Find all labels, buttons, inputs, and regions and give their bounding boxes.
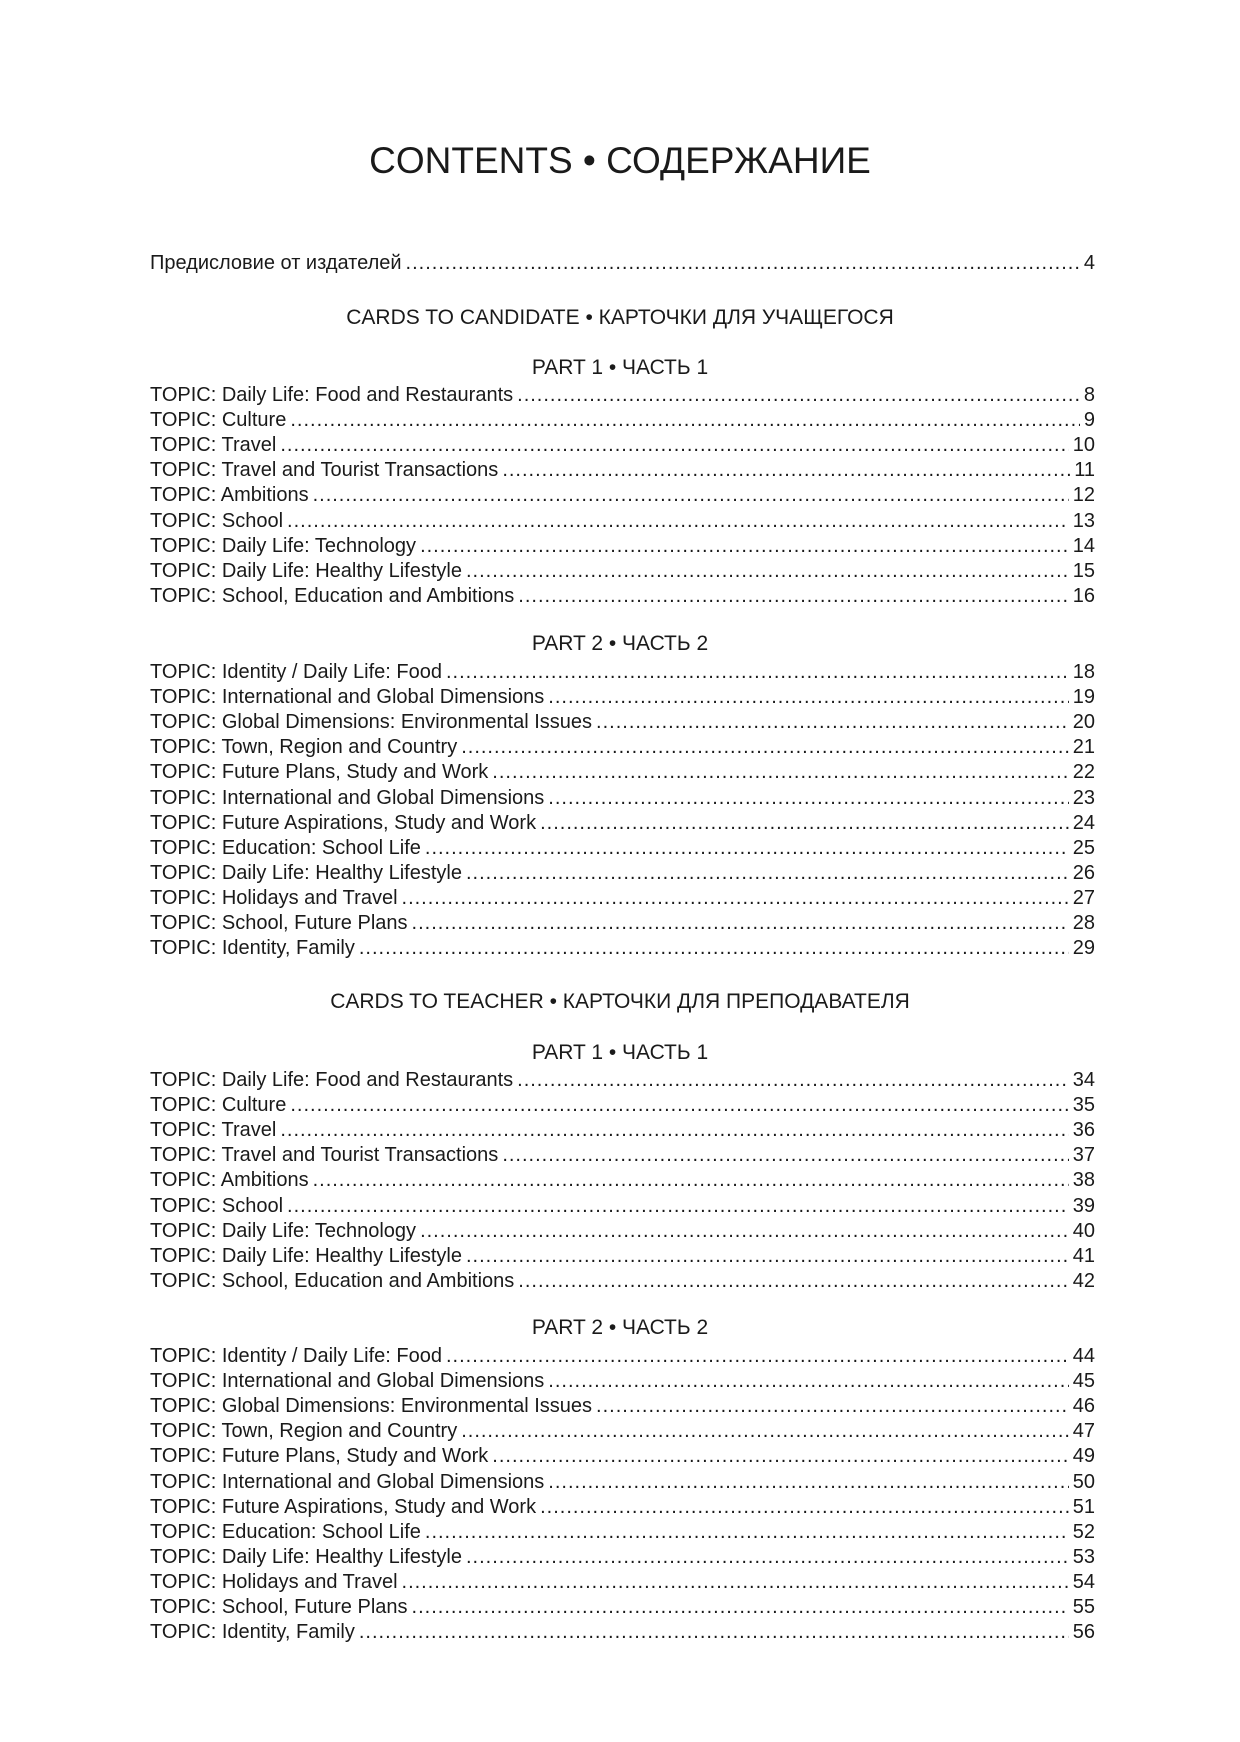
entry-page-number: 40 [1072,1219,1095,1242]
entry-label: TOPIC: Daily Life: Healthy Lifestyle [150,1244,462,1267]
entry-label: TOPIC: Travel and Tourist Transactions [150,459,499,482]
toc-entry[interactable] [150,785,1095,811]
toc-entry[interactable] [150,1117,1095,1143]
toc-entry[interactable] [150,1544,1095,1570]
dot-leader [540,1494,1069,1520]
entry-page-number: 24 [1072,811,1095,834]
entry-page-number: 13 [1072,509,1095,532]
dot-leader [420,533,1069,559]
entry-label: TOPIC: Daily Life: Healthy Lifestyle [150,861,462,884]
entry-page-number: 10 [1072,434,1095,457]
page-title: CONTENTS • СОДЕРЖАНИЕ [369,140,871,181]
dot-leader [461,1418,1069,1444]
dot-leader [596,1393,1069,1419]
dot-leader [502,457,1070,483]
dot-leader [287,1193,1069,1219]
entry-label: TOPIC: Town, Region and Country [150,1420,458,1443]
entry-label: TOPIC: Education: School Life [150,1520,421,1543]
toc-entry[interactable] [150,1092,1095,1118]
entry-page-number: 34 [1072,1069,1095,1091]
dot-leader [425,835,1069,861]
entry-page-number: 21 [1072,736,1095,759]
entry-page-number: 16 [1072,584,1095,607]
toc-entry[interactable] [150,1142,1095,1168]
entry-page-number: 25 [1072,836,1095,859]
entry-label: TOPIC: Ambitions [150,1169,309,1192]
entry-page-number: 29 [1072,937,1095,960]
toc-entry[interactable] [150,1393,1095,1419]
entry-label: TOPIC: Daily Life: Food and Restaurants [150,1069,514,1091]
toc-entry[interactable] [150,885,1095,911]
dot-leader [290,407,1080,433]
entry-label: TOPIC: Daily Life: Technology [150,1219,417,1242]
entry-label: TOPIC: Future Plans, Study and Work [150,761,489,784]
entry-page-number: 26 [1072,861,1095,884]
toc-entry[interactable] [150,659,1095,685]
dot-leader [359,935,1069,961]
toc-entry[interactable] [150,432,1095,458]
toc-entry[interactable] [150,1243,1095,1269]
dot-leader [548,1469,1068,1495]
toc-entry[interactable] [150,1268,1095,1294]
entry-page-number: 18 [1072,661,1095,683]
dot-leader [420,1218,1069,1244]
entry-label: TOPIC: Education: School Life [150,836,421,859]
entry-page-number: 53 [1072,1545,1095,1568]
dot-leader [517,382,1080,408]
entry-page-number: 54 [1072,1570,1095,1593]
entry-page-number: 41 [1072,1244,1095,1267]
entry-page-number: 22 [1072,761,1095,784]
section-heading: CARDS TO TEACHER • КАРТОЧКИ ДЛЯ ПРЕПОДАВАТЕЛЯ [330,990,910,1013]
toc-entry[interactable] [150,709,1095,735]
entry-label: TOPIC: School, Future Plans [150,912,408,934]
entry-label: TOPIC: Ambitions [150,484,309,507]
entry-page-number: 28 [1072,912,1095,934]
entry-page-number: 27 [1072,886,1095,909]
part-heading: PART 2 • ЧАСТЬ 2 [531,1316,709,1339]
entry-label: TOPIC: School, Education and Ambitions [150,1269,515,1292]
toc-entry[interactable] [150,1569,1095,1595]
toc-entry[interactable] [150,407,1095,433]
dot-leader [518,1268,1068,1294]
entry-label: TOPIC: School [150,1194,284,1217]
section-heading: CARDS TO CANDIDATE • КАРТОЧКИ ДЛЯ УЧАЩЕГОСЯ [346,306,894,329]
dot-leader [466,558,1069,584]
dot-leader [466,1243,1069,1269]
part-heading: PART 1 • ЧАСТЬ 1 [531,1041,709,1064]
dot-leader [540,810,1069,836]
entry-page-number: 35 [1072,1094,1095,1117]
dot-leader [359,1619,1069,1645]
toc-entry[interactable] [150,1343,1095,1369]
toc-entry[interactable] [150,1218,1095,1244]
toc-entry[interactable] [150,457,1095,483]
dot-leader [412,1594,1069,1620]
entry-label: TOPIC: International and Global Dimensions [150,686,545,709]
entry-page-number: 20 [1072,711,1095,734]
dot-leader [461,734,1069,760]
entry-page-number: 8 [1083,384,1095,406]
entry-page-number: 49 [1072,1445,1095,1468]
dot-leader [446,1343,1069,1369]
entry-page-number: 55 [1072,1596,1095,1618]
entry-page-number: 11 [1074,459,1095,482]
dot-leader [412,910,1069,936]
entry-page-number: 15 [1072,559,1095,582]
entry-label: TOPIC: Global Dimensions: Environmental Issues [150,711,593,734]
entry-page-number: 19 [1072,686,1095,709]
dot-leader [425,1519,1069,1545]
toc-entry[interactable] [150,734,1095,760]
entry-page-number: 45 [1072,1370,1095,1393]
entry-label: TOPIC: Identity, Family [150,937,355,960]
dot-leader [492,759,1068,785]
entry-label: TOPIC: Culture [150,1094,287,1117]
toc-entry[interactable] [150,533,1095,559]
entry-page-number: 44 [1072,1345,1095,1367]
entry-label: TOPIC: Identity / Daily Life: Food [150,1345,442,1367]
toc-entry[interactable] [150,810,1095,836]
entry-page-number: 14 [1072,534,1095,557]
part-heading: PART 1 • ЧАСТЬ 1 [531,356,709,379]
entry-label: TOPIC: Future Plans, Study and Work [150,1445,489,1468]
entry-page-number: 51 [1072,1495,1095,1518]
dot-leader [406,250,1080,276]
entry-page-number: 37 [1072,1144,1095,1167]
entry-page-number: 12 [1072,484,1095,507]
entry-label: TOPIC: Holidays and Travel [150,886,398,909]
dot-leader [402,885,1069,911]
toc-entry[interactable] [150,910,1095,936]
toc-entry[interactable] [150,1193,1095,1219]
dot-leader [402,1569,1069,1595]
dot-leader [596,709,1069,735]
entry-page-number: 56 [1072,1621,1095,1644]
entry-label: TOPIC: School [150,509,284,532]
dot-leader [280,432,1068,458]
dot-leader [313,1167,1069,1193]
toc-entry[interactable] [150,1418,1095,1444]
entry-label: TOPIC: Future Aspirations, Study and Work [150,1495,537,1518]
dot-leader [446,659,1069,685]
toc-entry[interactable] [150,1167,1095,1193]
toc-entry[interactable] [150,508,1095,534]
entry-label: TOPIC: School, Future Plans [150,1596,408,1618]
entry-label: TOPIC: School, Education and Ambitions [150,584,515,607]
entry-page-number: 42 [1072,1269,1095,1292]
entry-label: TOPIC: Global Dimensions: Environmental Issues [150,1395,593,1418]
entry-label: TOPIC: Holidays and Travel [150,1570,398,1593]
toc-entry[interactable] [150,1494,1095,1520]
dot-leader [313,482,1069,508]
toc-entry[interactable] [150,759,1095,785]
entry-label: TOPIC: International and Global Dimensions [150,1370,545,1393]
entry-label: TOPIC: International and Global Dimensions [150,1470,545,1493]
entry-label: TOPIC: Identity / Daily Life: Food [150,661,442,683]
toc-entry[interactable] [150,1469,1095,1495]
toc-entry[interactable] [150,684,1095,710]
entry-page-number: 4 [1083,252,1095,274]
dot-leader [466,860,1069,886]
entry-label: TOPIC: Identity, Family [150,1621,355,1644]
dot-leader [466,1544,1069,1570]
toc-entry[interactable] [150,1443,1095,1469]
toc-entry[interactable] [150,835,1095,861]
dot-leader [548,684,1068,710]
entry-label: TOPIC: Travel and Tourist Transactions [150,1144,499,1167]
toc-entry[interactable] [150,1368,1095,1394]
entry-label: TOPIC: Future Aspirations, Study and Work [150,811,537,834]
entry-page-number: 23 [1072,786,1095,809]
part-heading: PART 2 • ЧАСТЬ 2 [531,632,709,655]
entry-label: TOPIC: Travel [150,1119,277,1142]
dot-leader [517,1067,1069,1093]
toc-entry-preface[interactable] [150,250,1095,276]
dot-leader [280,1117,1068,1143]
toc-entry[interactable] [150,583,1095,609]
toc-entry[interactable] [150,1067,1095,1093]
toc-entry[interactable] [150,860,1095,886]
toc-entry[interactable] [150,558,1095,584]
entry-page-number: 52 [1072,1520,1095,1543]
toc-entry[interactable] [150,935,1095,961]
entry-label: TOPIC: Daily Life: Healthy Lifestyle [150,1545,462,1568]
entry-label: TOPIC: International and Global Dimensions [150,786,545,809]
toc-entry[interactable] [150,1619,1095,1645]
dot-leader [492,1443,1068,1469]
toc-entry[interactable] [150,1519,1095,1545]
toc-entry[interactable] [150,482,1095,508]
entry-page-number: 47 [1072,1420,1095,1443]
entry-label: Предисловие от издателей [150,252,402,274]
entry-label: TOPIC: Daily Life: Food and Restaurants [150,384,514,406]
entry-page-number: 9 [1083,409,1095,432]
entry-page-number: 36 [1072,1119,1095,1142]
entry-page-number: 46 [1072,1395,1095,1418]
dot-leader [548,1368,1068,1394]
dot-leader [502,1142,1068,1168]
entry-label: TOPIC: Town, Region and Country [150,736,458,759]
dot-leader [548,785,1068,811]
dot-leader [518,583,1068,609]
dot-leader [290,1092,1068,1118]
entry-label: TOPIC: Daily Life: Technology [150,534,417,557]
entry-label: TOPIC: Daily Life: Healthy Lifestyle [150,559,462,582]
entry-page-number: 39 [1072,1194,1095,1217]
dot-leader [287,508,1069,534]
toc-entry[interactable] [150,1594,1095,1620]
toc-entry[interactable] [150,382,1095,408]
entry-page-number: 38 [1072,1169,1095,1192]
entry-label: TOPIC: Culture [150,409,287,432]
entry-label: TOPIC: Travel [150,434,277,457]
entry-page-number: 50 [1072,1470,1095,1493]
